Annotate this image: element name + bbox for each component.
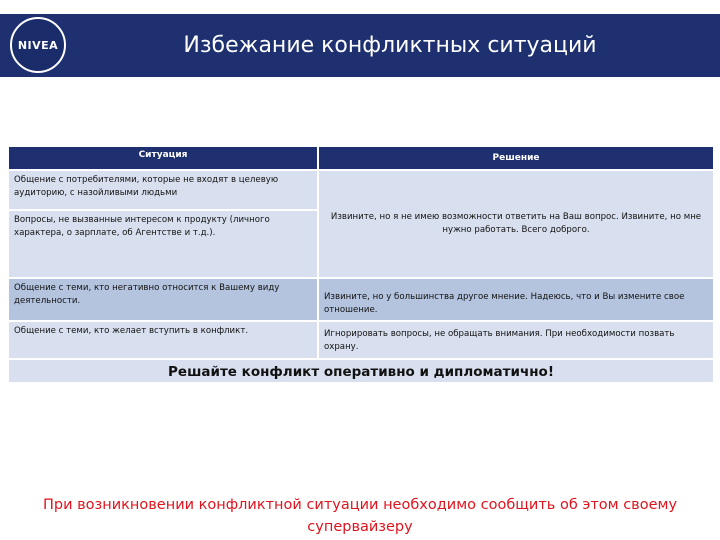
solution-cell: Игнорировать вопросы, не обращать внимания. При необходимости позвать охрану. (318, 321, 714, 359)
logo-circle (10, 17, 66, 73)
column-header-situation: Ситуация (8, 146, 318, 170)
table-header-row (8, 146, 714, 170)
merged-solution-cell: Извините, но я не имею возможности ответить на Ваш вопрос. Извините, но мне нужно работать. Всего доброго. (318, 170, 714, 278)
logo-text: NIVEA (17, 38, 59, 52)
page-title: Избежание конфликтных ситуаций (183, 33, 597, 58)
nivea-logo (8, 19, 68, 71)
situations-table (7, 145, 715, 384)
table-footer-row (8, 359, 714, 383)
situation-cell: Общение с теми, кто негативно относится к Вашему виду деятельности. (8, 278, 318, 321)
table-row (8, 170, 714, 210)
supervisor-note: При возникновении конфликтной ситуации необходимо сообщить об этом своему супервайзеру (42, 497, 678, 535)
table-row (8, 278, 714, 321)
situation-cell: Общение с теми, кто желает вступить в конфликт. (8, 321, 318, 359)
situation-cell: Общение с потребителями, которые не входят в целевую аудиторию, с назойливыми людьми (8, 170, 318, 210)
header-bar (0, 14, 720, 77)
table-row (8, 321, 714, 359)
situation-cell: Вопросы, не вызванные интересом к продукту (личного характера, о зарплате, об Агентстве и т.д.). (8, 210, 318, 278)
table-footer: Решайте конфликт оперативно и дипломатично! (8, 359, 714, 383)
column-header-solution: Решение (318, 146, 714, 170)
solution-cell: Извините, но у большинства другое мнение. Надеюсь, что и Вы измените свое отношение. (318, 278, 714, 321)
